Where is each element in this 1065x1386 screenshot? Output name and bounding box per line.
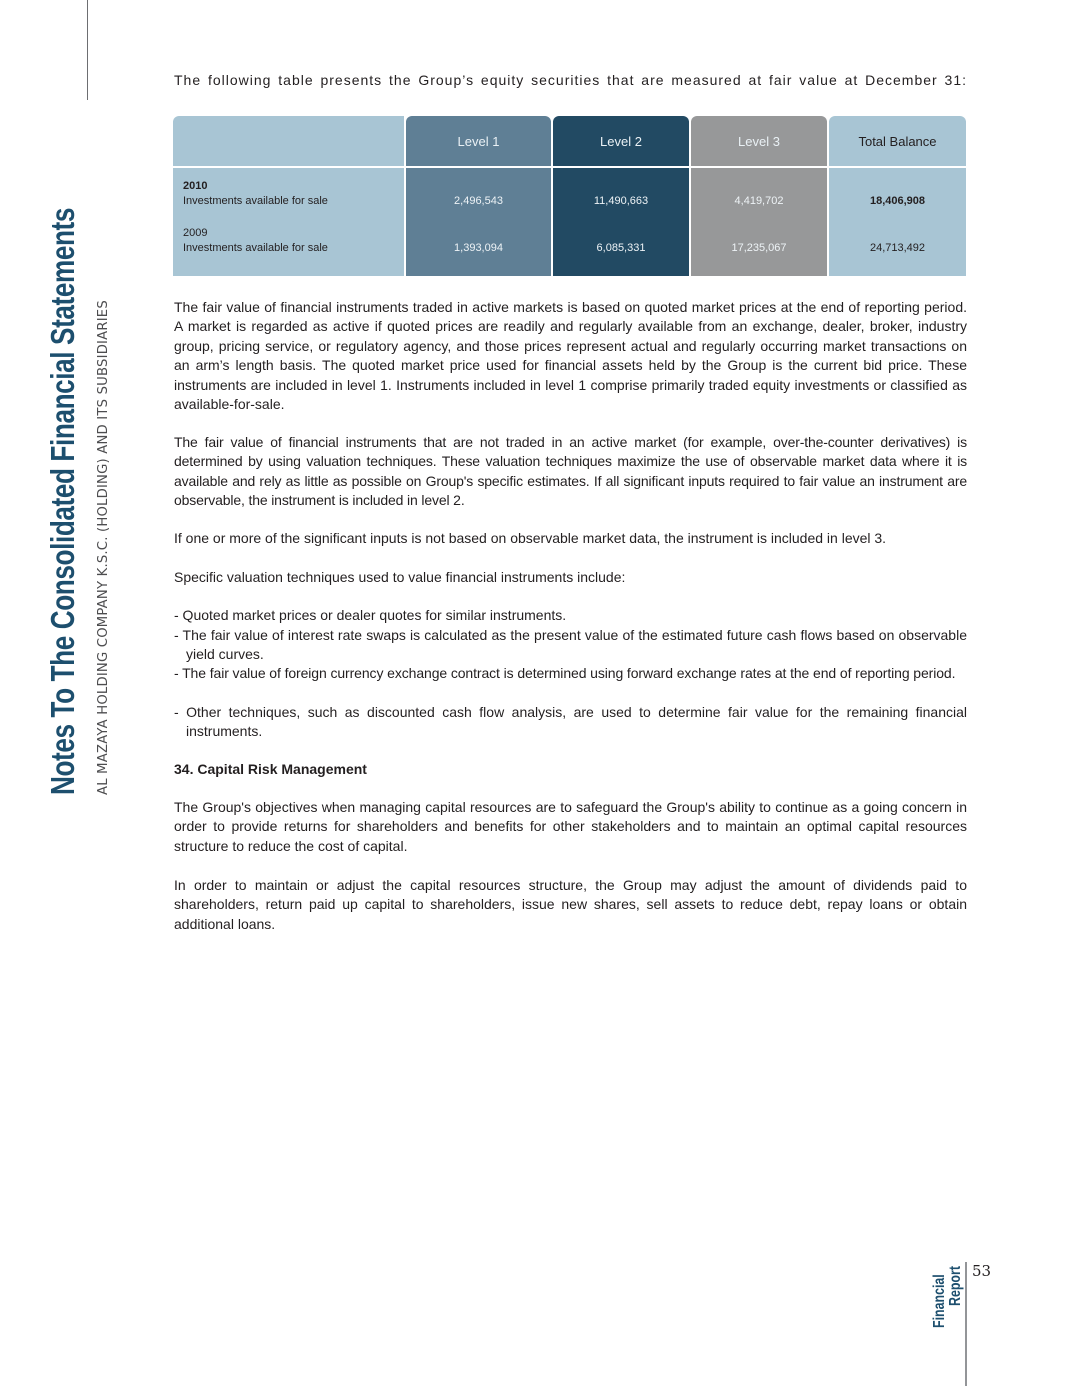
section-title-vertical: Notes To The Consolidated Financial Statements — [45, 207, 82, 796]
cell-2010-level1: 2,496,543 — [454, 195, 503, 207]
bullet-interest-rate-swaps: - The fair value of interest rate swaps is calculated as the present value of the estimated future cash flows based on observable yield curves. — [174, 627, 967, 663]
section-heading: 34. Capital Risk Management — [174, 761, 367, 777]
cell-2010-level3: 4,419,702 — [734, 195, 784, 207]
total-column — [829, 168, 966, 276]
header-level2: Level 2 — [553, 116, 689, 166]
level1-column — [406, 168, 551, 276]
fair-value-table — [173, 116, 966, 276]
table-intro-text: The following table presents the Group’s equity securities that are measured at fair value at December 31: — [174, 72, 967, 88]
row-year-2009: 2009 — [183, 227, 208, 239]
row-label-2009: Investments available for sale — [183, 242, 328, 254]
cell-2009-level1: 1,393,094 — [454, 242, 503, 254]
footer-divider-line — [965, 1262, 967, 1386]
header-level1: Level 1 — [406, 116, 551, 166]
bullet-other-techniques: - Other techniques, such as discounted cash flow analysis, are used to determine fair value for the remaining financial instruments. — [174, 704, 967, 740]
row-label-2010: Investments available for sale — [183, 195, 328, 207]
header-blank — [173, 116, 404, 166]
cell-2009-level2: 6,085,331 — [596, 242, 646, 254]
paragraph-level3: If one or more of the significant inputs is not based on observable market data, the instrument is included in level 3. — [174, 530, 887, 546]
cell-2010-level2: 11,490,663 — [593, 195, 649, 207]
company-name-vertical: AL MAZAYA HOLDING COMPANY K.S.C. (HOLDING) AND ITS SUBSIDIARIES — [96, 300, 111, 795]
page-number: 53 — [972, 1262, 992, 1280]
row-labels-column — [173, 168, 404, 276]
row-year-2010: 2010 — [183, 180, 208, 192]
cell-2009-total: 24,713,492 — [869, 242, 926, 254]
paragraph-capital-adjustments: In order to maintain or adjust the capital resources structure, the Group may adjust the amount of dividends paid to shareholders, return paid up capital to shareholders, issue new shares, sell assets to reduce debt, repay loans or obtain additional loans. — [174, 877, 967, 932]
header-level3: Level 3 — [691, 116, 827, 166]
paragraph-level1: The fair value of financial instruments traded in active markets is based on quoted market prices at the end of reporting period. A market is regarded as active if quoted prices are readily and regularly available from an exchange, dealer, broker, industry group, pricing service, or regulatory agency, and those prices represent actual and regularly occurring market transactions on an arm’s length basis. The quoted market price used for financial assets held by the Group is the current bid price. These instruments are included in level 1. Instruments included in level 1 comprise primarily traded equity investments or classified as available-for-sale. — [174, 299, 967, 413]
level3-column — [691, 168, 827, 276]
bullet-fx-contracts: - The fair value of foreign currency exchange contract is determined using forward exchange rates at the end of reporting period. — [174, 665, 956, 681]
cell-2009-level3: 17,235,067 — [731, 242, 787, 254]
paragraph-techniques-intro: Specific valuation techniques used to value financial instruments include: — [174, 569, 626, 585]
header-total-balance: Total Balance — [829, 116, 966, 166]
level2-column — [553, 168, 689, 276]
bullet-quoted-prices: - Quoted market prices or dealer quotes for similar instruments. — [174, 607, 567, 623]
paragraph-capital-objectives: The Group's objectives when managing capital resources are to safeguard the Group's ability to continue as a going concern in order to provide returns for shareholders and benefits for other stakeholders and to maintain an optimal capital resources structure to reduce the cost of capital. — [174, 799, 967, 854]
footer-report-label: Report — [947, 1266, 964, 1306]
footer-financial-label: Financial — [931, 1274, 948, 1328]
left-divider-line — [87, 0, 88, 100]
paragraph-level2: The fair value of financial instruments that are not traded in an active market (for example, over-the-counter derivatives) is determined by using valuation techniques. These valuation techniques maximize the use of observable market data where it is available and rely as little as possible on Group's specific estimates. If all significant inputs required to fair value an instrument are observable, the instrument is included in level 2. — [174, 434, 967, 509]
cell-2010-total: 18,406,908 — [869, 195, 926, 207]
